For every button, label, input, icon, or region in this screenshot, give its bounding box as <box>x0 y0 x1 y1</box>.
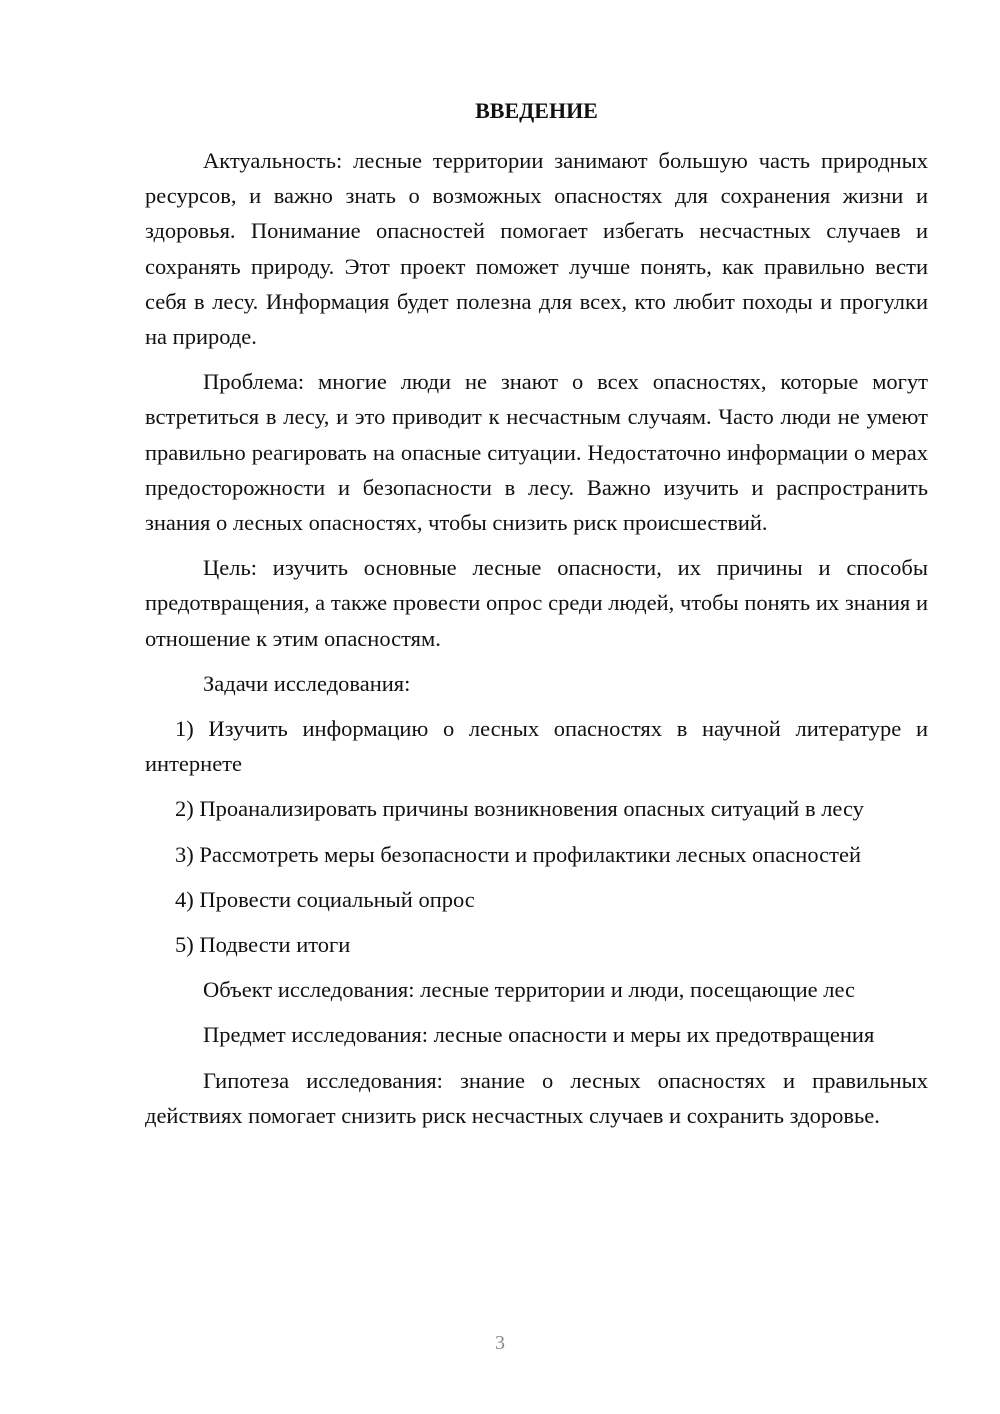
goal-paragraph: Цель: изучить основные лесные опасности, их причины и способы предотвращения, а также провести опрос среди людей, чтобы понять их знания и отношение к этим опасностям. <box>145 555 928 651</box>
task-item-1: 1) Изучить информацию о лесных опасностях в научной литературе и интернете <box>145 716 928 777</box>
relevance-paragraph: Актуальность: лесные территории занимают большую часть природных ресурсов, и важно знать о возможных опасностях для сохранения жизни и здоровья. Понимание опасностей помогает избегать несчастных случаев и сохранять природу. Этот проект поможет лучше понять, как правильно вести себя в лесу. Информация будет полезна для всех, кто любит походы и прогулки на природе. <box>145 148 928 350</box>
task-item-5: 5) Подвести итоги <box>175 932 351 958</box>
document-body <box>145 143 928 1133</box>
tasks-title: Задачи исследования: <box>203 670 411 696</box>
problem-paragraph: Проблема: многие люди не знают о всех опасностях, которые могут встретиться в лесу, и это приводит к несчастным случаям. Часто люди не умеют правильно реагировать на опасные ситуации. Недостаточно информации о мерах предосторожности и безопасности в лесу. Важно изучить и распространить знания о лесных опасностях, чтобы снизить риск происшествий. <box>145 369 928 536</box>
task-item-3: 3) Рассмотреть меры безопасности и профилактики лесных опасностей <box>175 841 861 867</box>
hypothesis-paragraph: Гипотеза исследования: знание о лесных опасностях и правильных действиях помогает снизить риск несчастных случаев и сохранить здоровье. <box>145 1067 928 1128</box>
task-item-4: 4) Провести социальный опрос <box>175 886 475 912</box>
object-paragraph: Объект исследования: лесные территории и люди, посещающие лес <box>203 977 855 1003</box>
subject-paragraph: Предмет исследования: лесные опасности и меры их предотвращения <box>203 1022 875 1048</box>
task-item-2: 2) Проанализировать причины возникновения опасных ситуаций в лесу <box>175 796 864 822</box>
page-number: 3 <box>495 1332 505 1354</box>
page-title: ВВЕДЕНИЕ <box>475 98 598 123</box>
